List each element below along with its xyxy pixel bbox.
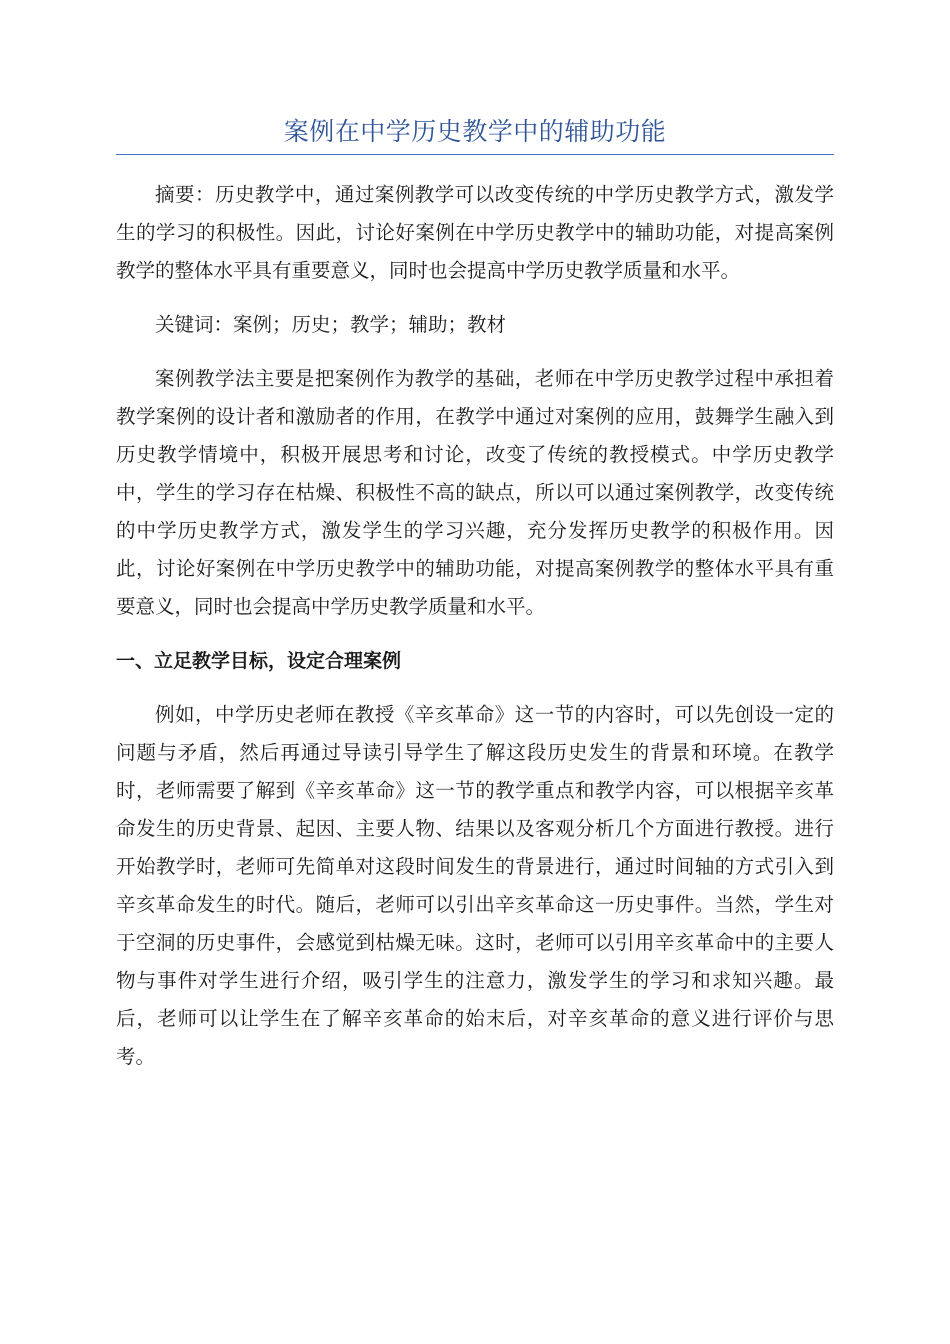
document-body [116,176,834,1092]
abstract-paragraph: 摘要：历史教学中，通过案例教学可以改变传统的中学历史教学方式，激发学生的学习的积极性。因此，讨论好案例在中学历史教学中的辅助功能，对提高案例教学的整体水平具有重要意义，同时也会提高中学历史教学质量和水平。 [116,183,834,282]
section-heading: 一、立足教学目标，设定合理案例 [116,650,402,672]
intro-paragraph: 案例教学法主要是把案例作为教学的基础，老师在中学历史教学过程中承担着教学案例的设计者和激励者的作用，在教学中通过对案例的应用，鼓舞学生融入到历史教学情境中，积极开展思考和讨论，改变了传统的教授模式。中学历史教学中，学生的学习存在枯燥、积极性不高的缺点，所以可以通过案例教学，改变传统的中学历史教学方式，激发学生的学习兴趣，充分发挥历史教学的积极作用。因此，讨论好案例在中学历史教学中的辅助功能，对提高案例教学的整体水平具有重要意义，同时也会提高中学历史教学质量和水平。 [116,367,834,618]
document-title: 案例在中学历史教学中的辅助功能 [283,117,667,146]
title-underline [116,154,834,155]
keywords-paragraph: 关键词：案例；历史；教学；辅助；教材 [155,313,507,336]
section-body-paragraph: 例如，中学历史老师在教授《辛亥革命》这一节的内容时，可以先创设一定的问题与矛盾，然后再通过导读引导学生了解这段历史发生的背景和环境。在教学时，老师需要了解到《辛亥革命》这一节的教学重点和教学内容，可以根据辛亥革命发生的历史背景、起因、主要人物、结果以及客观分析几个方面进行教授。进行开始教学时，老师可先简单对这段时间发生的背景进行，通过时间轴的方式引入到辛亥革命发生的时代。随后，老师可以引出辛亥革命这一历史事件。当然，学生对于空洞的历史事件，会感觉到枯燥无味。这时，老师可以引用辛亥革命中的主要人物与事件对学生进行介绍，吸引学生的注意力，激发学生的学习和求知兴趣。最后，老师可以让学生在了解辛亥革命的始末后，对辛亥革命的意义进行评价与思考。 [116,703,834,1068]
